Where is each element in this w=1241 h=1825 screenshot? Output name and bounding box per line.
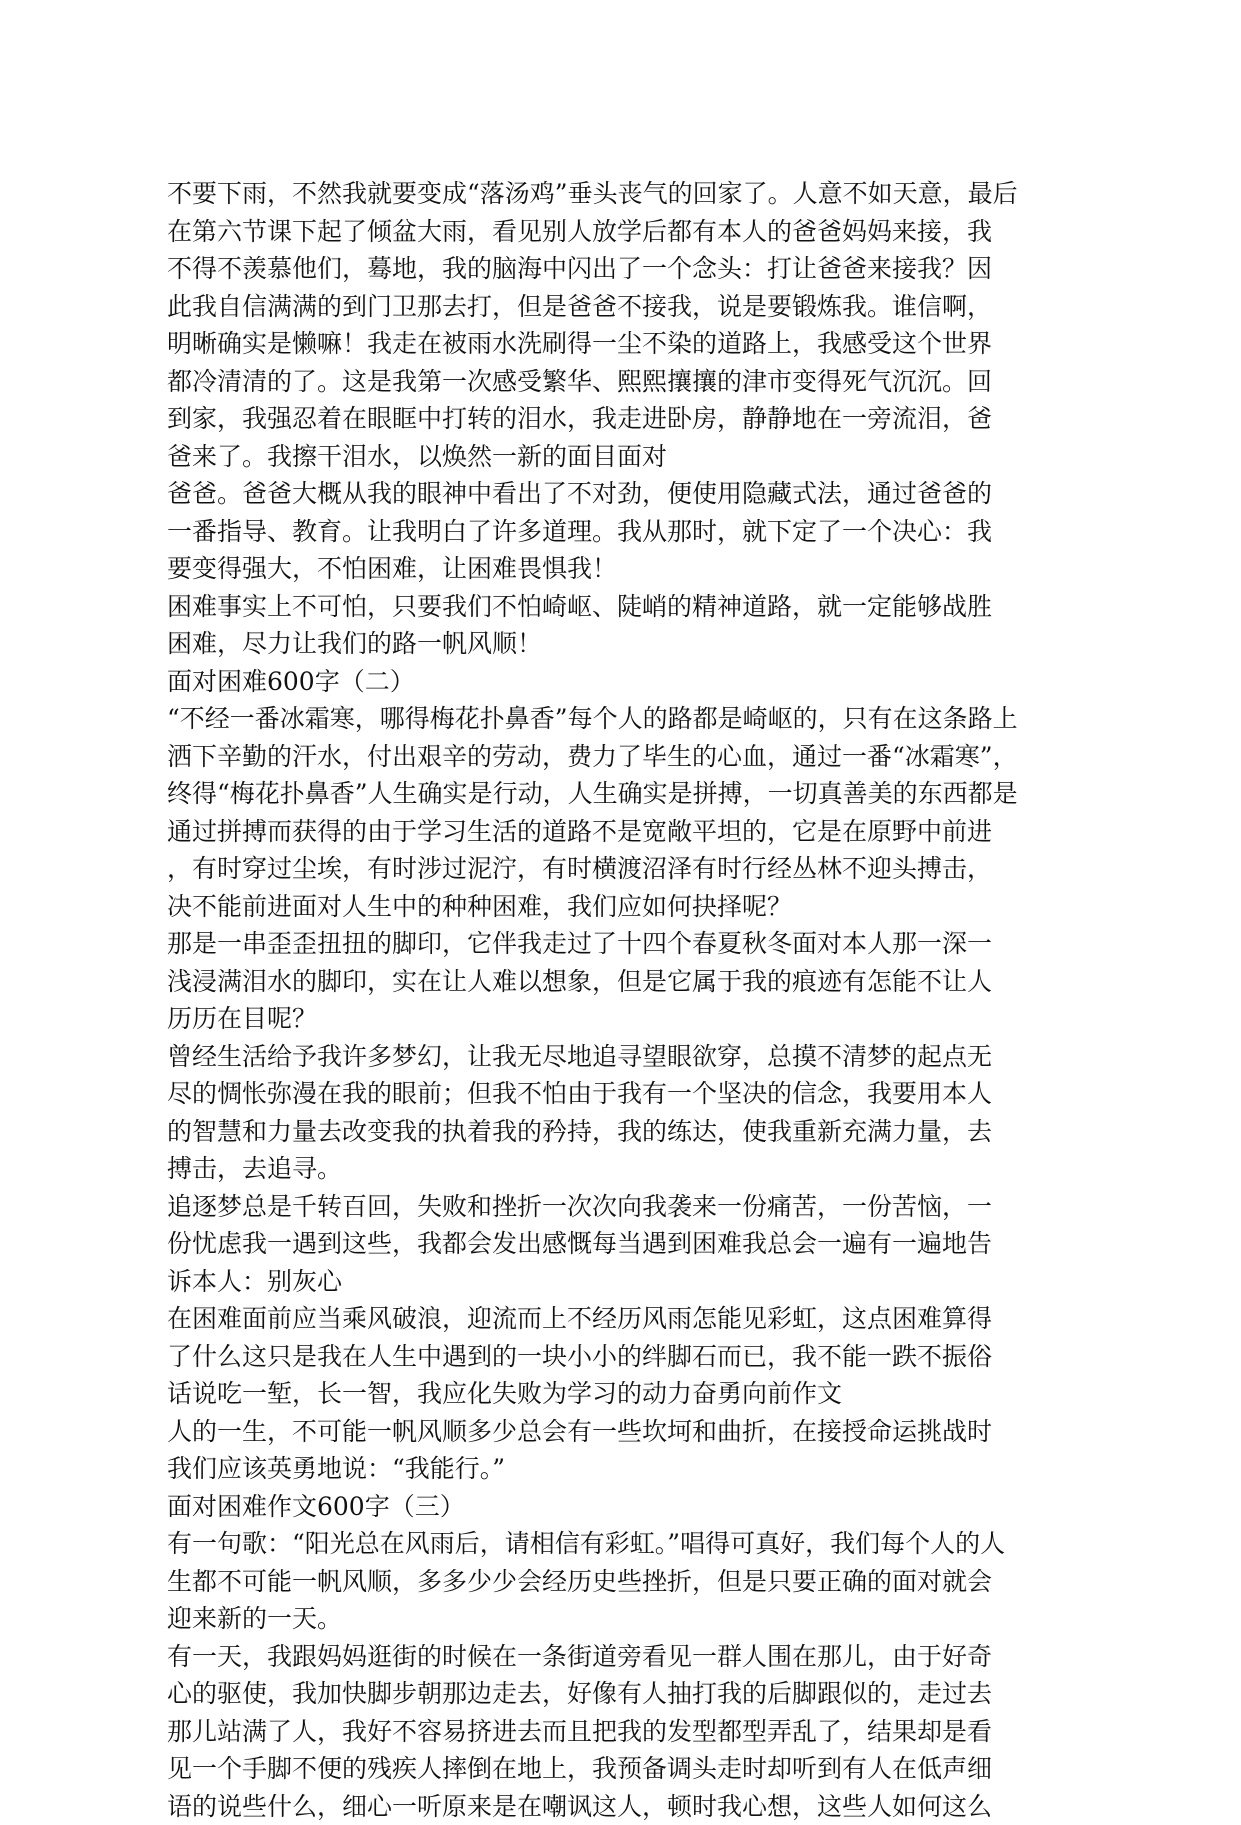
- text-line: 搏击，去追寻。: [167, 1150, 1052, 1188]
- text-line: 人的一生，不可能一帆风顺多少总会有一些坎坷和曲折，在接授命运挑战时: [167, 1413, 1052, 1451]
- text-line: “不经一番冰霜寒，哪得梅花扑鼻香”每个人的路都是崎岖的，只有在这条路上: [167, 700, 1052, 738]
- text-line: 曾经生活给予我许多梦幻，让我无尽地追寻望眼欲穿，总摸不清梦的起点无: [167, 1038, 1052, 1076]
- text-line: 爸爸。爸爸大概从我的眼神中看出了不对劲，便使用隐藏式法，通过爸爸的: [167, 475, 1052, 513]
- text-line: 决不能前进面对人生中的种种困难，我们应如何抉择呢？: [167, 888, 1052, 926]
- text-line: 要变得强大，不怕困难，让困难畏惧我！: [167, 550, 1052, 588]
- document-body: [167, 175, 1052, 1825]
- text-line: 此我自信满满的到门卫那去打，但是爸爸不接我，说是要锻炼我。谁信啊，: [167, 288, 1052, 326]
- text-line: 通过拼搏而获得的由于学习生活的道路不是宽敞平坦的，它是在原野中前进: [167, 813, 1052, 851]
- text-line: 历历在目呢？: [167, 1000, 1052, 1038]
- text-line: 到家，我强忍着在眼眶中打转的泪水，我走进卧房，静静地在一旁流泪，爸: [167, 400, 1052, 438]
- text-line: ，有时穿过尘埃，有时涉过泥泞，有时横渡沼泽有时行经丛林不迎头搏击，: [167, 850, 1052, 888]
- text-line: 在第六节课下起了倾盆大雨，看见别人放学后都有本人的爸爸妈妈来接，我: [167, 213, 1052, 251]
- text-line: 份忧虑我一遇到这些，我都会发出感慨每当遇到困难我总会一遍有一遍地告: [167, 1225, 1052, 1263]
- text-line: 一番指导、教育。让我明白了许多道理。我从那时，就下定了一个决心：我: [167, 513, 1052, 551]
- text-line: 爸来了。我擦干泪水，以焕然一新的面目面对: [167, 438, 1052, 476]
- text-line: 浅浸满泪水的脚印，实在让人难以想象，但是它属于我的痕迹有怎能不让人: [167, 963, 1052, 1001]
- text-line: 话说吃一堑，长一智，我应化失败为学习的动力奋勇向前作文: [167, 1375, 1052, 1413]
- text-line: 那是一串歪歪扭扭的脚印，它伴我走过了十四个春夏秋冬面对本人那一深一: [167, 925, 1052, 963]
- text-line: 语的说些什么，细心一听原来是在嘲讽这人，顿时我心想，这些人如何这么: [167, 1788, 1052, 1825]
- text-line: 明晰确实是懒嘛！我走在被雨水洗刷得一尘不染的道路上，我感受这个世界: [167, 325, 1052, 363]
- text-line: 追逐梦总是千转百回，失败和挫折一次次向我袭来一份痛苦，一份苦恼，一: [167, 1188, 1052, 1226]
- section-heading: 面对困难600字（二）: [167, 663, 1052, 701]
- text-line: 尽的惆怅弥漫在我的眼前；但我不怕由于我有一个坚决的信念，我要用本人: [167, 1075, 1052, 1113]
- text-line: 困难事实上不可怕，只要我们不怕崎岖、陡峭的精神道路，就一定能够战胜: [167, 588, 1052, 626]
- text-line: 迎来新的一天。: [167, 1600, 1052, 1638]
- text-line: 有一句歌：“阳光总在风雨后，请相信有彩虹。”唱得可真好，我们每个人的人: [167, 1525, 1052, 1563]
- text-line: 那儿站满了人，我好不容易挤进去而且把我的发型都型弄乱了，结果却是看: [167, 1713, 1052, 1751]
- text-line: 困难，尽力让我们的路一帆风顺！: [167, 625, 1052, 663]
- text-line: 生都不可能一帆风顺，多多少少会经历史些挫折，但是只要正确的面对就会: [167, 1563, 1052, 1601]
- text-line: 不得不羡慕他们，蓦地，我的脑海中闪出了一个念头：打让爸爸来接我？因: [167, 250, 1052, 288]
- text-line: 我们应该英勇地说：“我能行。”: [167, 1450, 1052, 1488]
- text-line: 都冷清清的了。这是我第一次感受繁华、熙熙攘攘的津市变得死气沉沉。回: [167, 363, 1052, 401]
- text-line: 见一个手脚不便的残疾人摔倒在地上，我预备调头走时却听到有人在低声细: [167, 1750, 1052, 1788]
- text-line: 诉本人：别灰心: [167, 1263, 1052, 1301]
- text-line: 不要下雨，不然我就要变成“落汤鸡”垂头丧气的回家了。人意不如天意，最后: [167, 175, 1052, 213]
- text-line: 了什么这只是我在人生中遇到的一块小小的绊脚石而已，我不能一跌不振俗: [167, 1338, 1052, 1376]
- text-line: 有一天，我跟妈妈逛街的时候在一条街道旁看见一群人围在那儿，由于好奇: [167, 1638, 1052, 1676]
- text-line: 心的驱使，我加快脚步朝那边走去，好像有人抽打我的后脚跟似的，走过去: [167, 1675, 1052, 1713]
- text-line: 洒下辛勤的汗水，付出艰辛的劳动，费力了毕生的心血，通过一番“冰霜寒”，: [167, 738, 1052, 776]
- section-heading: 面对困难作文600字（三）: [167, 1488, 1052, 1526]
- text-line: 终得“梅花扑鼻香”人生确实是行动，人生确实是拼搏，一切真善美的东西都是: [167, 775, 1052, 813]
- text-line: 在困难面前应当乘风破浪，迎流而上不经历风雨怎能见彩虹，这点困难算得: [167, 1300, 1052, 1338]
- text-line: 的智慧和力量去改变我的执着我的矜持，我的练达，使我重新充满力量，去: [167, 1113, 1052, 1151]
